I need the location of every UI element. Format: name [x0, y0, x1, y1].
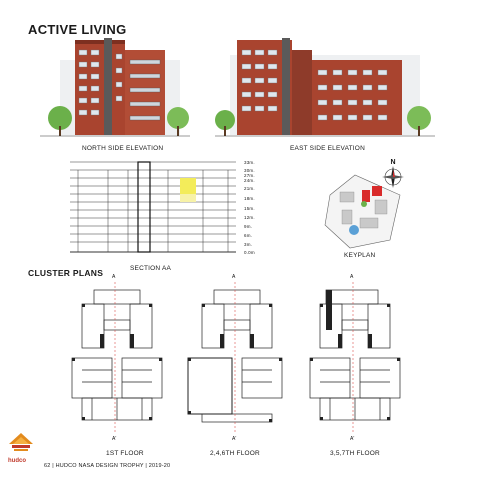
east-elevation-drawing [215, 30, 435, 140]
east-elevation-label: EAST SIDE ELEVATION [290, 145, 365, 152]
level-label: 21m. [244, 186, 255, 191]
north-elevation-label: NORTH SIDE ELEVATION [82, 145, 164, 152]
floor-plan-1st [62, 272, 172, 442]
cluster-plans-heading: CLUSTER PLANS [28, 268, 104, 278]
level-label: 18m. [244, 196, 255, 201]
page-title: ACTIVE LIVING [28, 22, 127, 37]
section-marker-top: A [112, 274, 116, 280]
keyplan-drawing [320, 170, 410, 250]
floor-plan-2-4-6 [182, 272, 292, 442]
plan-label-3-5-7: 3,5,7TH FLOOR [330, 450, 380, 457]
hudco-logo-text: hudco [8, 458, 26, 464]
page-footer: 62 | HUDCO NASA DESIGN TROPHY | 2019-20 [44, 463, 171, 469]
floor-plan-3-5-7 [300, 272, 410, 442]
north-elevation-drawing [40, 30, 190, 140]
section-marker-top: A [232, 274, 236, 280]
plan-label-2-4-6: 2,4,6TH FLOOR [210, 450, 260, 457]
section-aa-label: SECTION AA [130, 265, 172, 272]
keyplan-label: KEYPLAN [344, 252, 376, 259]
section-marker-bottom: A' [112, 436, 117, 442]
level-label: 24m. [244, 178, 255, 183]
section-marker-top: A [350, 274, 354, 280]
level-label: 3m. [244, 242, 253, 247]
level-label: 30m. [244, 168, 255, 173]
level-label: 6m. [244, 233, 253, 238]
section-marker-bottom: A' [232, 436, 237, 442]
level-label: 0.0m [244, 250, 255, 255]
level-label: 9m. [244, 224, 253, 229]
level-label: 33m. [244, 160, 255, 165]
level-label: 15m. [244, 206, 255, 211]
section-marker-bottom: A' [350, 436, 355, 442]
north-letter: N [390, 159, 396, 166]
plan-label-1st: 1ST FLOOR [106, 450, 144, 457]
section-aa-drawing [68, 160, 240, 260]
level-label: 12m. [244, 215, 255, 220]
level-label: 27m. [244, 173, 255, 178]
